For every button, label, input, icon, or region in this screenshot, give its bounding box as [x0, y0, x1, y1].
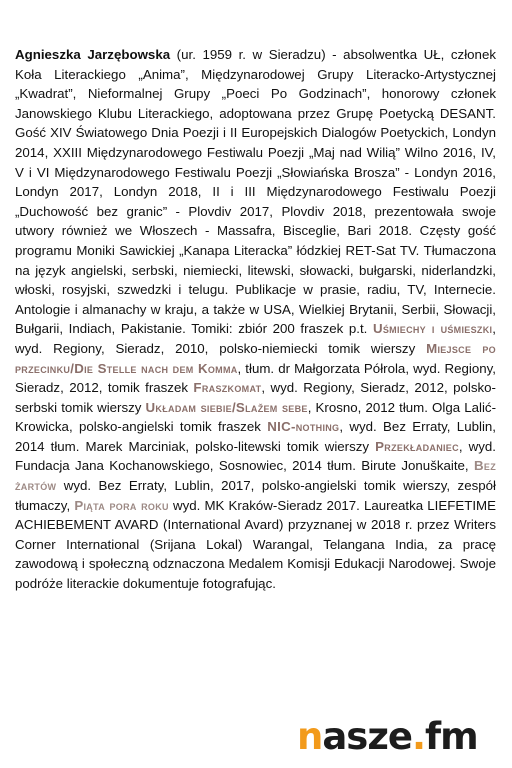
bio-segment: , wyd. Regiony, Sieradz, 2012, polsko-serbski tomik wierszy	[15, 380, 496, 415]
bio-segment: , Krosno, 2012 tłum. Olga Lalić-Krowicka, polsko-angielski tomik fraszek	[15, 399, 497, 435]
book-title: Fraszkomat	[193, 380, 262, 396]
book-title: Piąta pora roku	[74, 497, 169, 513]
bio-segment: , wyd. Bez Erraty, Lublin, 2014 tłum. Marek Marciniak, polsko-litewski tomik wierszy	[15, 419, 496, 454]
book-title: NIC-nothing	[267, 419, 340, 435]
book-title: Bez żartów	[15, 458, 496, 494]
logo-tld: fm	[425, 715, 478, 758]
bio-segment: , tłum. dr Małgorzata Półrola, wyd. Regiony, Sieradz, 2012, tomik fraszek	[15, 360, 496, 396]
biography-text	[15, 45, 496, 594]
book-title: Uśmiechy i uśmieszki	[372, 321, 493, 337]
bio-segment: wyd. Bez Erraty, Lublin, 2017, polsko-angielski tomik wierszy, zespół tłumaczy,	[15, 478, 496, 513]
book-title: Miejsce po przecinku/Die Stelle nach dem Komma	[15, 340, 496, 376]
logo-wordmark: asze	[322, 715, 412, 758]
bio-segment: , wyd. Regiony, Sieradz, 2010, polsko-niemiecki tomik wierszy	[15, 321, 496, 356]
nasze-fm-logo	[297, 712, 478, 762]
bio-segment: wyd. MK Kraków-Sieradz 2017. Laureatka LIEFETIME ACHIEBEMENT AVARD (International Avard) przyznanej w 2018 r. przez Writers Corner International (Srijana Lokal) Warangal, Telangana India, za pracę zawodową i społeczną odznaczona Medalem Komisji Edukacji Narodowej. Swoje podróże literackie dokumentuje fotografując.	[15, 497, 496, 592]
bio-segment: , wyd. Fundacja Jana Kochanowskiego, Sosnowiec, 2014 tłum. Birute Jonuškaite,	[15, 438, 496, 474]
author-name: Agnieszka Jarzębowska	[15, 47, 171, 62]
bio-segment: (ur. 1959 r. w Sieradzu) - absolwentka UŁ, członek Koła Literackiego „Anima”, Międzynarodowej Grupy Literacko-Artystycznej „Kwadrat”, Nieformalnej Grupy „Poeci Po Godzinach”, honorowy członek Janowskiego Klubu Literackiego, adoptowana przez Grupę Poetycką DESANT. Gość XIV Światowego Dnia Poezji i II Europejskich Dialogów Poetyckich, Londyn 2014, XXIII Międzynarodowego Festiwalu Poezji „Maj nad Wilią” Wilno 2016, IV, V i VI Międzynarodowego Festiwalu Poezji „Słowiańska Brosza” - Londyn 2016, Londyn 2017, Londyn 2018, II i III Międzynarodowego Festiwalu Poezji „Duchowość bez granic” - Plovdiv 2017, Plovdiv 2018, prezentowała swoje utwory również we Włoszech - Massafra, Bisceglie, Bari 2018. Częsty gość programu Moniki Sawickiej „Kanapa Literacka” łódzkiej RET-Sat TV. Tłumaczona na język angielski, serbski, niemiecki, litewski, słowacki, bułgarski, niderlandzki, włoski, rosyjski, szwedzki i telugu. Publikacje w prasie, radiu, TV, Internecie. Antologie i almanachy w kraju, a także w USA, Wielkiej Brytanii, Serbii, Słowacji, Bułgarii, Indiach, Pakistanie. Tomiki: zbiór 200 fraszek p.t.	[15, 47, 496, 337]
logo-dot: .	[411, 715, 426, 758]
logo-accent-letter: n	[297, 715, 323, 758]
book-title: Przekładaniec	[375, 438, 459, 454]
book-title: Układam siebie/Slažem sebe	[145, 399, 308, 415]
